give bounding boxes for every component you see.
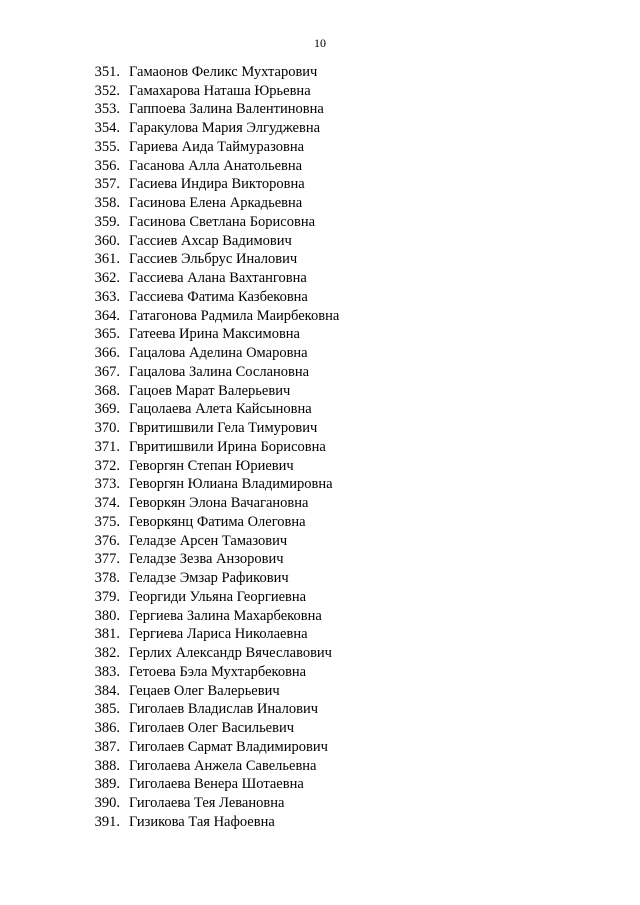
- list-item: [0, 776, 640, 795]
- entry-name: Геворкянц Фатима Олеговна: [129, 513, 306, 530]
- entry-name: Гассиева Фатима Казбековна: [129, 288, 308, 305]
- entry-number: 372.: [94, 457, 120, 474]
- entry-name: Гиголаева Венера Шотаевна: [129, 776, 304, 793]
- entry-name: Гацалова Аделина Омаровна: [129, 345, 308, 362]
- entry-name: Геладзе Зезва Анзорович: [129, 551, 284, 568]
- list-item: [0, 494, 640, 513]
- entry-number: 359.: [94, 213, 120, 230]
- list-item: [0, 757, 640, 776]
- entry-number: 374.: [94, 495, 120, 512]
- entry-name: Гасинова Елена Аркадьевна: [129, 195, 303, 212]
- list-item: [0, 138, 640, 157]
- list-item: [0, 813, 640, 832]
- entry-number: 371.: [94, 438, 120, 455]
- list-item: [0, 232, 640, 251]
- entry-number: 363.: [94, 288, 120, 305]
- entry-number: 373.: [94, 476, 120, 493]
- entry-name: Геладзе Эмзар Рафикович: [129, 570, 289, 587]
- entry-name: Гиголаева Анжела Савельевна: [129, 757, 317, 774]
- entry-name: Гариева Аида Таймуразовна: [129, 138, 305, 155]
- entry-name: Гиголаев Сармат Владимирович: [129, 738, 328, 755]
- entry-number: 377.: [94, 551, 120, 568]
- entry-number: 368.: [94, 382, 120, 399]
- list-item: [0, 157, 640, 176]
- entry-number: 362.: [94, 270, 120, 287]
- list-item: [0, 119, 640, 138]
- entry-number: 357.: [94, 176, 120, 193]
- entry-name: Гасанова Алла Анатольевна: [129, 157, 303, 174]
- list-item: [0, 663, 640, 682]
- entry-number: 390.: [94, 795, 120, 812]
- entry-name: Гассиев Эльбрус Иналович: [129, 251, 298, 268]
- list-item: [0, 419, 640, 438]
- name-list: [0, 63, 640, 832]
- list-item: [0, 738, 640, 757]
- list-item: [0, 288, 640, 307]
- entry-number: 367.: [94, 363, 120, 380]
- entry-name: Геворгян Степан Юриевич: [129, 457, 294, 474]
- entry-name: Георгиди Ульяна Георгиевна: [129, 588, 307, 605]
- list-item: [0, 326, 640, 345]
- entry-name: Гецаев Олег Валерьевич: [129, 682, 280, 699]
- entry-number: 384.: [94, 682, 120, 699]
- list-item: [0, 194, 640, 213]
- list-item: [0, 588, 640, 607]
- entry-number: 375.: [94, 513, 120, 530]
- list-item: [0, 251, 640, 270]
- list-item: [0, 269, 640, 288]
- entry-number: 358.: [94, 195, 120, 212]
- entry-name: Гаракулова Мария Элгуджевна: [129, 120, 321, 137]
- entry-name: Гатеева Ирина Максимовна: [129, 326, 300, 343]
- entry-name: Гасинова Светлана Борисовна: [129, 213, 316, 230]
- entry-name: Гаппоева Залина Валентиновна: [129, 101, 324, 118]
- list-item: [0, 701, 640, 720]
- entry-name: Гергиева Лариса Николаевна: [129, 626, 308, 643]
- entry-number: 355.: [94, 138, 120, 155]
- list-item: [0, 307, 640, 326]
- entry-name: Геворкян Элона Вачагановна: [129, 495, 309, 512]
- entry-number: 352.: [94, 82, 120, 99]
- entry-number: 389.: [94, 776, 120, 793]
- list-item: [0, 682, 640, 701]
- entry-name: Гвритишвили Гела Тимурович: [129, 420, 318, 437]
- list-item: [0, 794, 640, 813]
- entry-name: Гацолаева Алета Кайсыновна: [129, 401, 312, 418]
- entry-name: Геладзе Арсен Тамазович: [129, 532, 288, 549]
- entry-name: Гиголаева Тея Левановна: [129, 795, 285, 812]
- list-item: [0, 513, 640, 532]
- entry-number: 387.: [94, 738, 120, 755]
- list-item: [0, 457, 640, 476]
- entry-name: Герлих Александр Вячеславович: [129, 645, 332, 662]
- entry-number: 388.: [94, 757, 120, 774]
- list-item: [0, 607, 640, 626]
- list-item: [0, 476, 640, 495]
- list-item: [0, 101, 640, 120]
- entry-number: 351.: [94, 63, 120, 80]
- entry-number: 365.: [94, 326, 120, 343]
- entry-number: 381.: [94, 626, 120, 643]
- entry-number: 366.: [94, 345, 120, 362]
- list-item: [0, 532, 640, 551]
- entry-number: 391.: [94, 813, 120, 830]
- entry-number: 364.: [94, 307, 120, 324]
- list-item: [0, 82, 640, 101]
- list-item: [0, 344, 640, 363]
- list-item: [0, 401, 640, 420]
- entry-name: Гиголаев Олег Васильевич: [129, 720, 295, 737]
- entry-name: Гвритишвили Ирина Борисовна: [129, 438, 326, 455]
- list-item: [0, 644, 640, 663]
- entry-number: 386.: [94, 720, 120, 737]
- list-item: [0, 213, 640, 232]
- entry-number: 369.: [94, 401, 120, 418]
- list-item: [0, 176, 640, 195]
- list-item: [0, 63, 640, 82]
- entry-number: 379.: [94, 588, 120, 605]
- entry-name: Гассиева Алана Вахтанговна: [129, 270, 307, 287]
- entry-name: Гацоев Марат Валерьевич: [129, 382, 291, 399]
- entry-number: 382.: [94, 645, 120, 662]
- entry-number: 354.: [94, 120, 120, 137]
- list-item: [0, 438, 640, 457]
- entry-number: 370.: [94, 420, 120, 437]
- entry-name: Гамаонов Феликс Мухтарович: [129, 63, 318, 80]
- entry-name: Гатагонова Радмила Маирбековна: [129, 307, 340, 324]
- entry-name: Гергиева Залина Махарбековна: [129, 607, 322, 624]
- entry-name: Гиголаев Владислав Иналович: [129, 701, 319, 718]
- entry-name: Гасиева Индира Викторовна: [129, 176, 305, 193]
- list-item: [0, 551, 640, 570]
- entry-name: Гассиев Ахсар Вадимович: [129, 232, 292, 249]
- entry-number: 360.: [94, 232, 120, 249]
- entry-number: 356.: [94, 157, 120, 174]
- entry-number: 376.: [94, 532, 120, 549]
- entry-name: Гамахарова Наташа Юрьевна: [129, 82, 311, 99]
- entry-number: 361.: [94, 251, 120, 268]
- entry-number: 385.: [94, 701, 120, 718]
- entry-name: Гетоева Бэла Мухтарбековна: [129, 663, 307, 680]
- list-item: [0, 569, 640, 588]
- entry-name: Геворгян Юлиана Владимировна: [129, 476, 333, 493]
- entry-name: Гизикова Тая Нафоевна: [129, 813, 275, 830]
- entry-number: 353.: [94, 101, 120, 118]
- entry-number: 378.: [94, 570, 120, 587]
- page-number: 10: [314, 36, 326, 50]
- list-item: [0, 626, 640, 645]
- list-item: [0, 719, 640, 738]
- list-item: [0, 382, 640, 401]
- entry-number: 380.: [94, 607, 120, 624]
- entry-number: 383.: [94, 663, 120, 680]
- list-item: [0, 363, 640, 382]
- entry-name: Гацалова Залина Сослановна: [129, 363, 310, 380]
